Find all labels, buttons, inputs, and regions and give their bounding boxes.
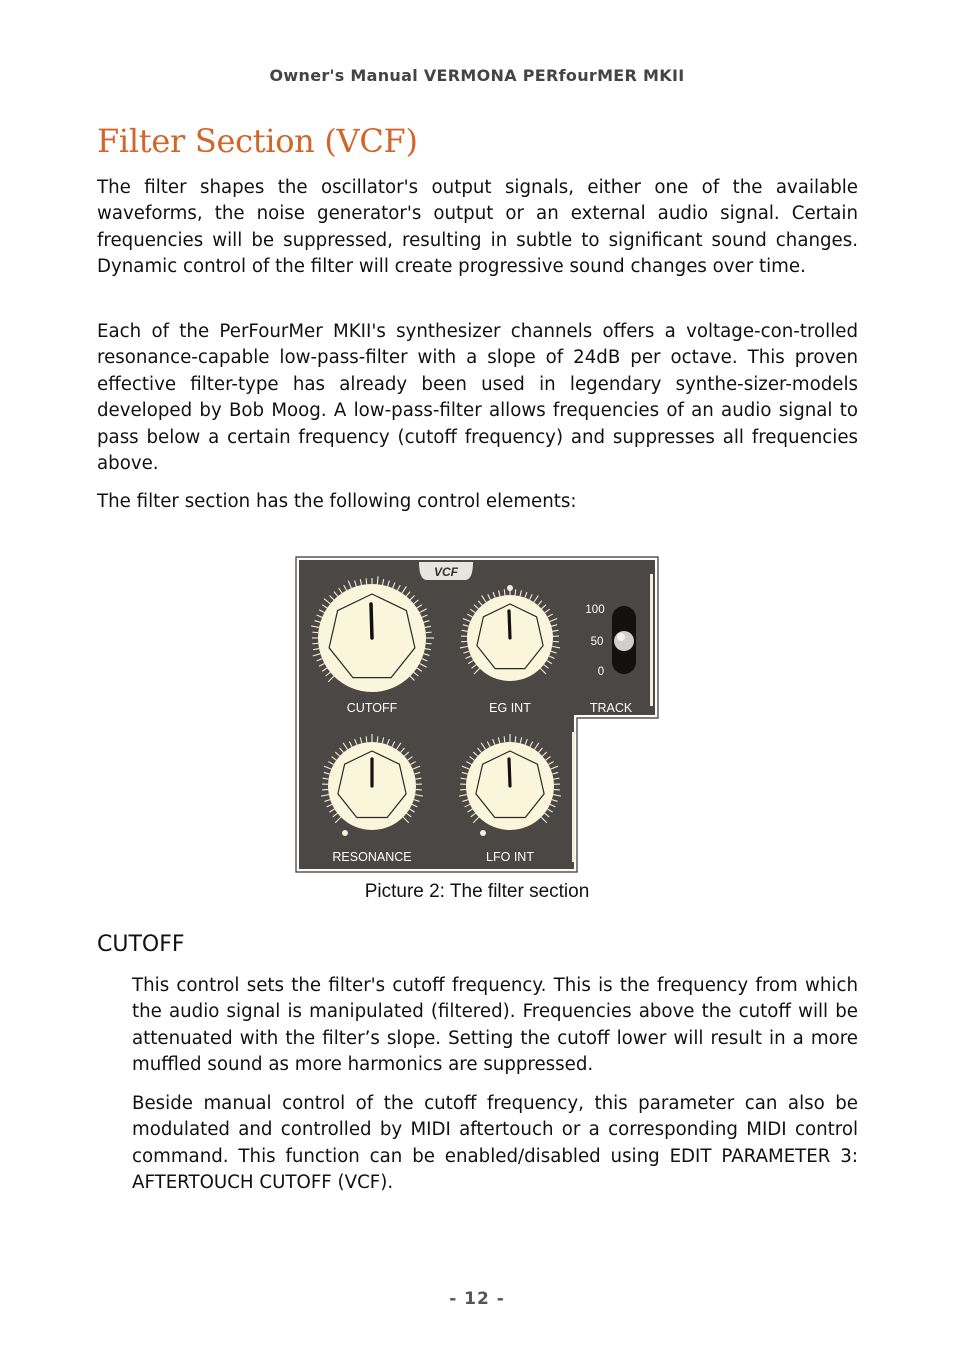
cutoff-label: CUTOFF	[346, 701, 398, 715]
section-title: Filter Section (VCF)	[97, 122, 418, 160]
lfo-int-label: LFO INT	[486, 850, 534, 864]
track-switch[interactable]	[612, 606, 636, 674]
page-number: - 12 -	[449, 1289, 505, 1309]
eg-int-center-marker-icon	[507, 585, 513, 591]
vcf-panel-figure	[295, 556, 660, 874]
cutoff-paragraph-2: Beside manual control of the cutoff frequency, this parameter can also be modulated and controlled by MIDI aftertouch or a corresponding MIDI control command. This function can be enabled/disabled using EDIT PARAMETER 3: AFTERTOUCH CUTOFF (VCF).	[132, 1093, 858, 1194]
eg-int-label: EG INT	[489, 701, 531, 715]
lfo-int-pointer	[509, 759, 510, 786]
track-position-100: 100	[585, 604, 605, 616]
intro-paragraph-1: The filter shapes the oscillator's output signals, either one of the available waveforms, the noise generator's output or an external audio signal. Certain frequencies will be suppressed, resulting in subtle to significant sound changes. Dynamic control of the filter will create progressive sound changes over time.	[97, 177, 858, 278]
resonance-label: RESONANCE	[332, 850, 412, 864]
intro-paragraph-2: Each of the PerFourMer MKII's synthesizer channels offers a voltage-con-trolled resonance-capable low-pass-filter with a slope of 24dB per octave. This proven effective filter-type has already been used in legendary synthe-sizer-models developed by Bob Moog. A low-pass-filter allows frequencies of an audio signal to pass below a certain frequency (cutoff frequency) and suppresses all frequencies above.	[97, 321, 858, 475]
cutoff-paragraph-1: This control sets the filter's cutoff frequency. This is the frequency from which the audio signal is manipulated (filtered). Frequencies above the cutoff will be attenuated with the filter’s slope. Setting the cutoff lower will result in a more muffled sound as more harmonics are suppressed.	[132, 975, 858, 1076]
lfo-int-min-marker-icon	[480, 830, 486, 836]
cutoff-pointer	[371, 604, 372, 638]
running-header: Owner's Manual VERMONA PERfourMER MKII	[269, 66, 685, 85]
track-position-50: 50	[590, 636, 604, 648]
resonance-min-marker-icon	[342, 830, 348, 836]
intro-paragraph-3: The filter section has the following control elements:	[97, 491, 577, 512]
svg-text:VCF: VCF	[434, 565, 458, 579]
figure-caption: Picture 2: The filter section	[364, 881, 590, 902]
cutoff-heading: CUTOFF	[97, 932, 185, 957]
track-label: TRACK	[589, 701, 633, 715]
vcf-badge	[419, 562, 473, 580]
track-position-0: 0	[597, 666, 605, 678]
eg-int-pointer	[509, 611, 510, 638]
